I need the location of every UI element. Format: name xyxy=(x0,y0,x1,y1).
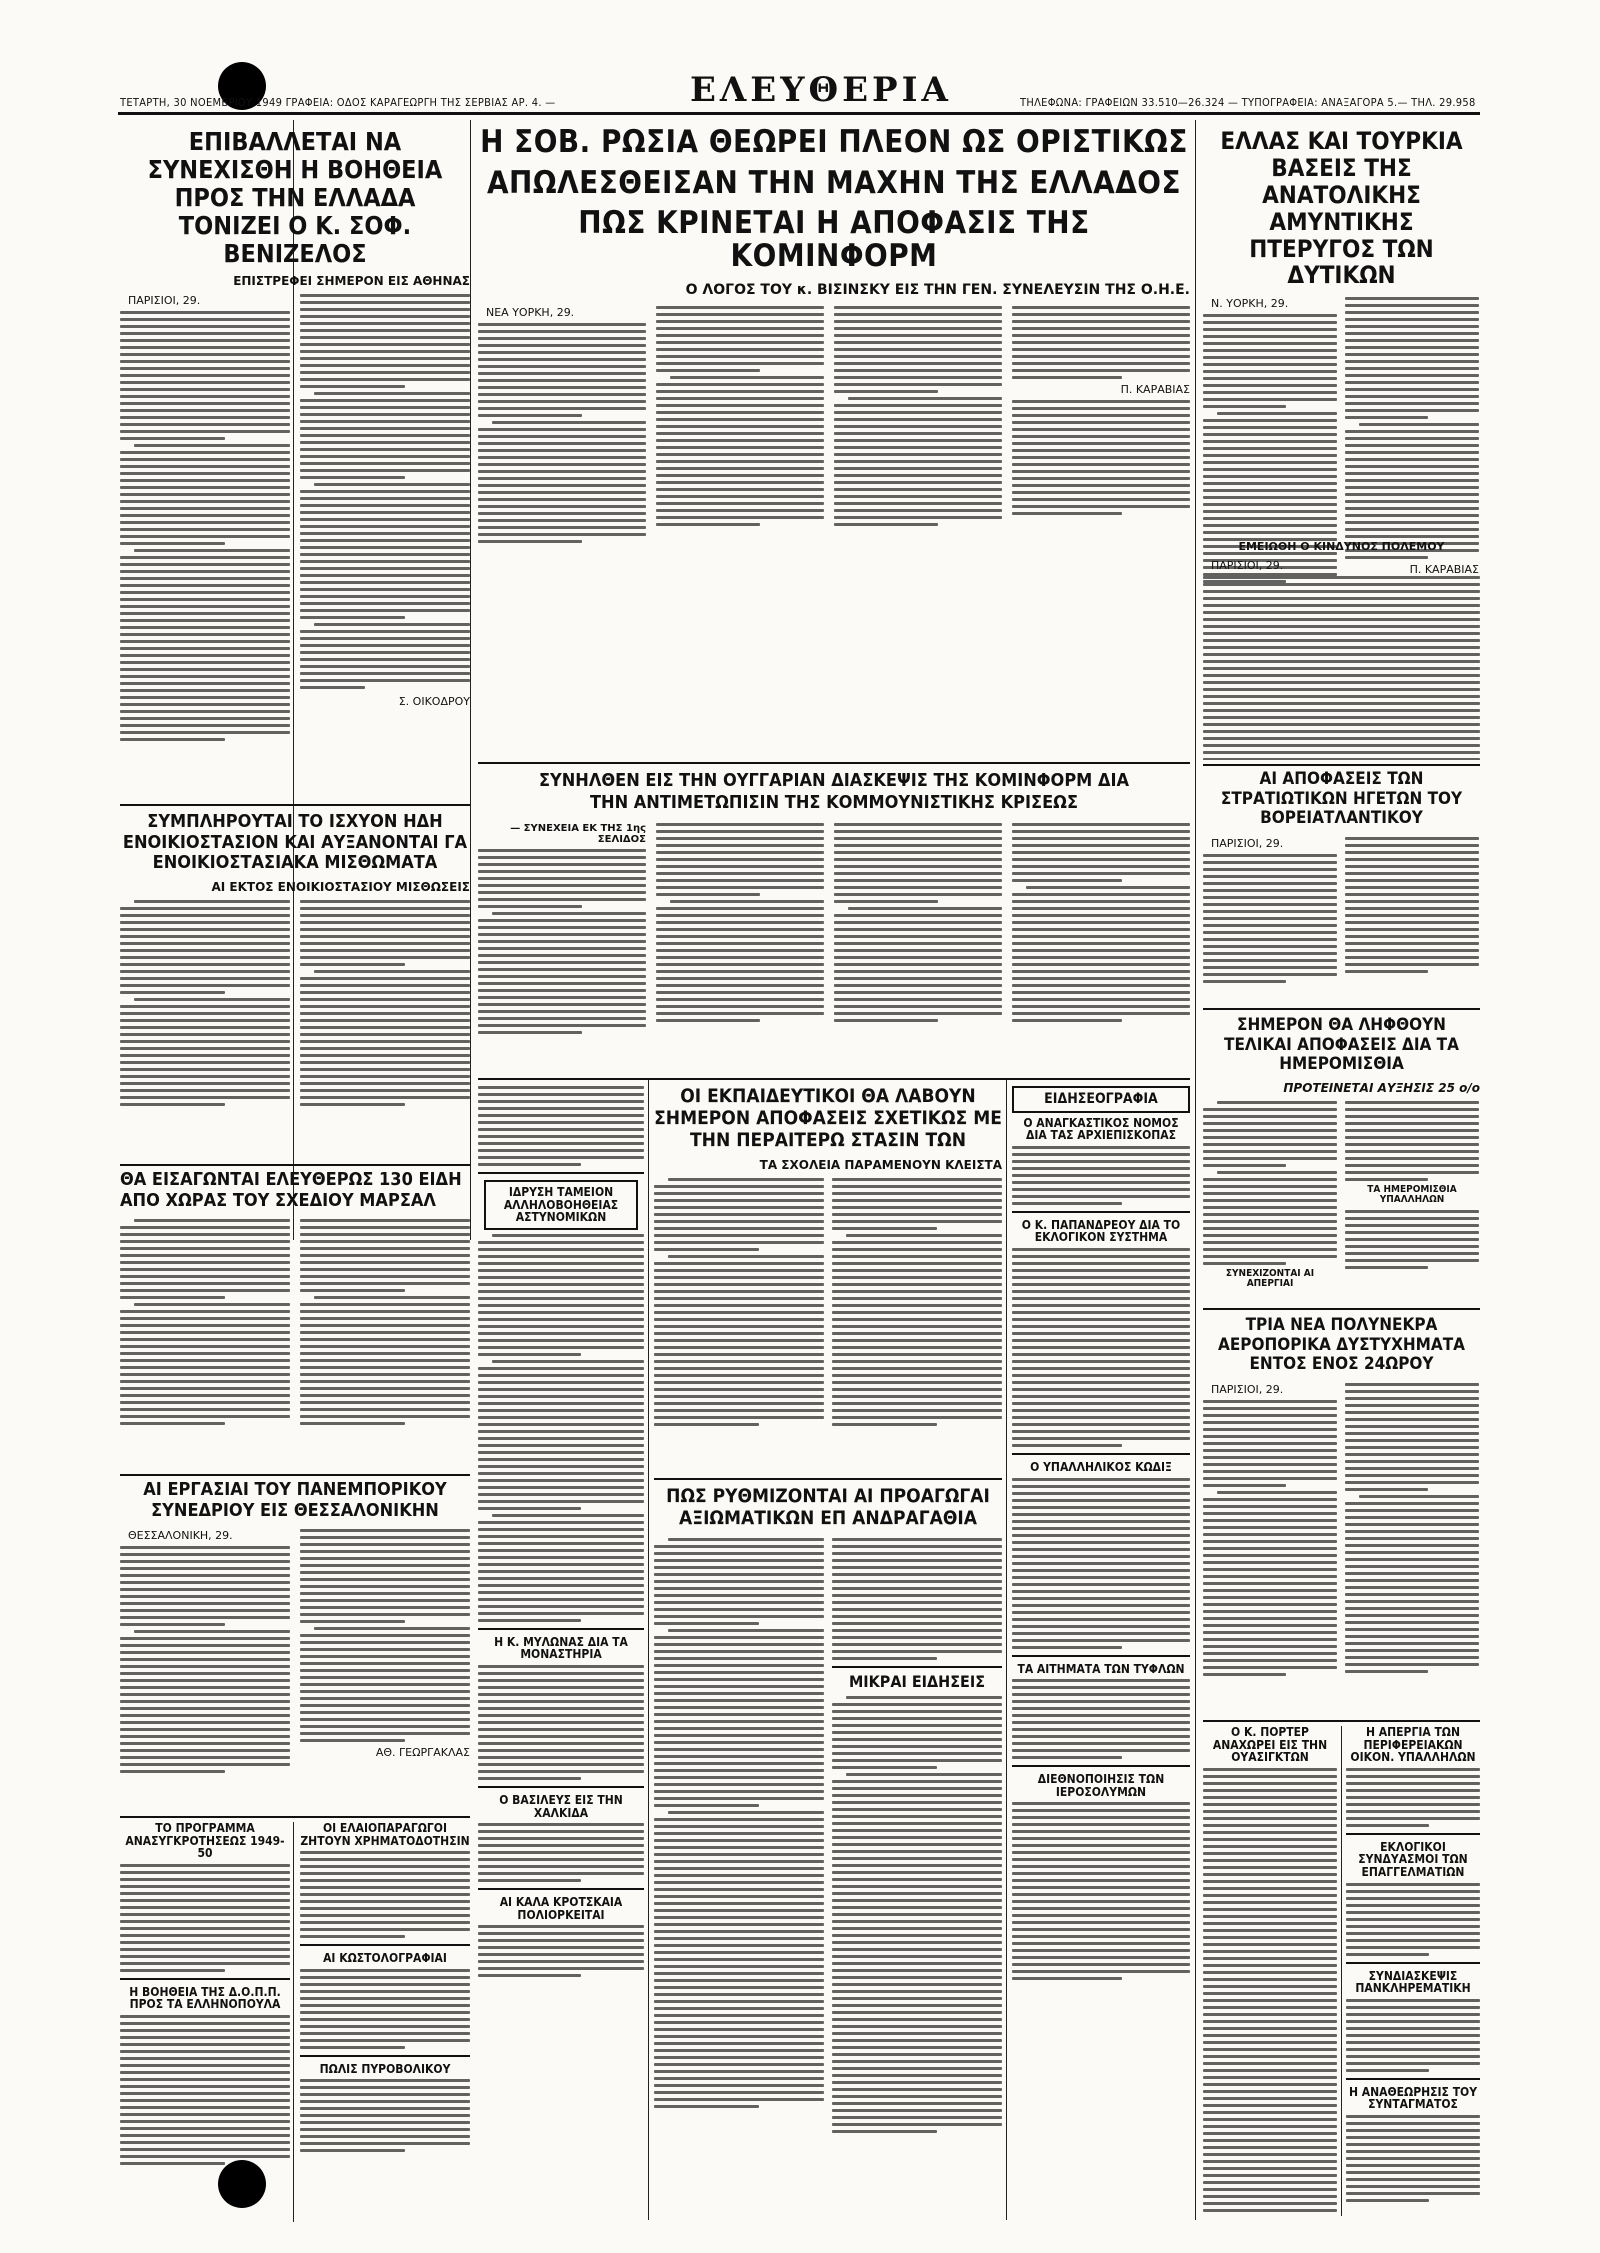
article-kicker: ΕΜΕΙΩΘΗ Ο ΚΙΝΔΥΝΟΣ ΠΟΛΕΜΟΥ xyxy=(1238,540,1445,553)
masthead-right-info: ΤΗΛΕΦΩΝΑ: ΓΡΑΦΕΙΩΝ 33.510—26.324 — ΤΥΠΟΓΡΑΦΕΙΑ: ΑΝΑΞΑΓΟΡΑ 5.— ΤΗΛ. 29.958 xyxy=(1020,96,1476,109)
small-headline: ΣΥΝΔΙΑΣΚΕΨΙΣ ΠΑΝΚΛΗΡΕΜΑΤΙΚΗ xyxy=(1355,1968,1471,1996)
news-column-title: ΕΙΔΗΣΕΟΓΡΑΦΙΑ xyxy=(1012,1086,1190,1113)
small-headline: ΤΟ ΠΡΟΓΡΑΜΜΑ ΑΝΑΣΥΓΚΡΟΤΗΣΕΩΣ 1949-50 xyxy=(125,1822,285,1861)
article-body xyxy=(300,1529,470,1759)
news-column xyxy=(1012,1086,1190,2216)
article-kicker: ΠΡΟΤΕΙΝΕΤΑΙ ΑΥΞΗΣΙΣ 25 ο/ο xyxy=(1283,1080,1480,1095)
headline-line-1: Η ΣΟΒ. ΡΩΣΙΑ ΘΕΩΡΕΙ ΠΛΕΟΝ ΩΣ ΟΡΙΣΤΙΚΩΣ xyxy=(480,126,1188,160)
dateline: ΠΑΡΙΣΙΟΙ, 29. xyxy=(1211,836,1284,850)
article-headline: ΕΛΛΑΣ ΚΑΙ ΤΟΥΡΚΙΑ ΒΑΣΕΙΣ ΤΗΣ ΑΝΑΤΟΛΙΚΗΣ ΑΜΥΝΤΙΚΗΣ ΠΤΕΡΥΓΟΣ ΤΩΝ ΔΥΤΙΚΩΝ xyxy=(1220,128,1463,290)
article-headline: ΤΡΙΑ ΝΕΑ ΠΟΛΥΝΕΚΡΑ ΑΕΡΟΠΟΡΙΚΑ ΔΥΣΤΥΧΗΜΑΤΑ ΕΝΤΟΣ ΕΝΟΣ 24ΩΡΟΥ xyxy=(1218,1316,1465,1375)
article-headline: ΣΥΝΗΛΘΕΝ ΕΙΣ ΤΗΝ ΟΥΓΓΑΡΙΑΝ ΔΙΑΣΚΕΨΙΣ ΤΗΣ ΚΟΜΙΝΦΟΡΜ ΔΙΑ ΤΗΝ ΑΝΤΙΜΕΤΩΠΙΣΙΝ ΤΗΣ ΚΟΜΜΟΥΝΙΣΤΙΚΗΣ ΚΡΙΣΕΩΣ xyxy=(538,770,1130,813)
small-items-left xyxy=(120,1822,290,2222)
article-body xyxy=(300,1219,470,1429)
small-headline: ΠΩΛΙΣ ΠΥΡΟΒΟΛΙΚΟΥ xyxy=(319,2061,451,2076)
column-rule xyxy=(1006,1080,1007,2220)
article-promotions xyxy=(654,1486,1002,2216)
column-rule xyxy=(470,120,471,1240)
article-headline: ΕΠΙΒΑΛΛΕΤΑΙ ΝΑ ΣΥΝΕΧΙΣΘΗ Η ΒΟΗΘΕΙΑ ΠΡΟΣ ΤΗΝ ΕΛΛΑΔΑ ΤΟΝΙΖΕΙ Ο Κ. ΣΟΦ. ΒΕΝΙΖΕΛΟΣ xyxy=(147,128,443,268)
dateline: ΠΑΡΙΣΙΟΙ, 29. xyxy=(1211,1382,1284,1396)
article-body xyxy=(834,823,1002,1038)
masthead-rule xyxy=(118,112,1480,115)
news-kicker: ΔΙΕΘΝΟΠΟΙΗΣΙΣ ΤΩΝ ΙΕΡΟΣΟΛΥΜΩΝ xyxy=(1037,1772,1165,1799)
headline-line-3: ΠΩΣ ΚΡΙΝΕΤΑΙ Η ΑΠΟΦΑΣΙΣ ΤΗΣ ΚΟΜΙΝΦΟΡΜ xyxy=(578,205,1090,274)
article-body xyxy=(1345,1101,1479,1294)
news-kicker: Ο ΥΠΑΛΛΗΛΙΚΟΣ ΚΩΔΙΞ xyxy=(1030,1460,1172,1475)
small-items-right xyxy=(1203,1726,1337,2216)
small-items-left-2 xyxy=(300,1822,470,2222)
column-rule xyxy=(293,1822,294,2222)
article-body xyxy=(654,1178,824,1430)
article-headline: ΘΑ ΕΙΣΑΓΩΝΤΑΙ ΕΛΕΥΘΕΡΩΣ 130 ΕΙΔΗ ΑΠΟ ΧΩΡΑΣ ΤΟΥ ΣΧΕΔΙΟΥ ΜΑΡΣΑΛ xyxy=(120,1170,462,1211)
small-headline: ΙΔΡΥΣΗ ΤΑΜΕΙΟΝ ΑΛΛΗΛΟΒΟΗΘΕΙΑΣ ΑΣΤΥΝΟΜΙΚΩΝ xyxy=(484,1180,638,1230)
article-body xyxy=(120,1546,290,1773)
small-headline: Η Κ. ΜΥΛΩΝΑΣ ΔΙΑ ΤΑ ΜΟΝΑΣΤΗΡΙΑ xyxy=(494,1634,628,1662)
section-rule xyxy=(120,804,470,806)
article-russia xyxy=(478,126,1190,758)
article-crash xyxy=(1203,1316,1480,1716)
article-subhead: Ο ΛΟΓΟΣ ΤΟΥ κ. ΒΙΣΙΝΣΚΥ ΕΙΣ ΤΗΝ ΓΕΝ. ΣΥΝΕΛΕΥΣΙΝ ΤΗΣ Ο.Η.Ε. xyxy=(685,282,1190,299)
column-small-center xyxy=(478,1086,644,2216)
small-headline: Ο ΒΑΣΙΛΕΥΣ ΕΙΣ ΤΗΝ ΧΑΛΚΙΔΑ xyxy=(499,1792,623,1820)
article-body xyxy=(1345,1383,1479,1680)
small-items-right-2 xyxy=(1346,1726,1480,2216)
article-marshall xyxy=(120,1170,470,1470)
signature: Π. ΚΑΡΑΒΙΑΣ xyxy=(1409,563,1479,577)
article-body xyxy=(1345,297,1479,576)
signature: ΑΘ. ΓΕΩΡΓΑΚΛΑΣ xyxy=(375,1746,470,1760)
article-body xyxy=(300,294,470,708)
small-headline: ΑΙ ΚΩΣΤΟΛΟΓΡΑΦΙΑΙ xyxy=(323,1951,447,1966)
article-nato xyxy=(1203,770,1480,1000)
dateline: Ν. ΥΟΡΚΗ, 29. xyxy=(1211,297,1289,311)
section-rule xyxy=(1203,1308,1480,1310)
article-body xyxy=(120,900,290,1110)
article-headline: ΣΥΜΠΛΗΡΟΥΤΑΙ ΤΟ ΙΣΧΥΟΝ ΗΔΗ ΕΝΟΙΚΙΟΣΤΑΣΙΟΝ ΚΑΙ ΑΥΞΑΝΟΝΤΑΙ ΓΑ ΕΝΟΙΚΙΟΣΤΑΣΙΑΚΑ ΜΙΣΘΩΜΑΤΑ xyxy=(122,812,468,874)
article-kicker: ΑΙ ΕΚΤΟΣ ΕΝΟΙΚΙΟΣΤΑΣΙΟΥ ΜΙΣΘΩΣΕΙΣ xyxy=(211,880,470,895)
signature: Σ. ΟΙΚΟΔΡΟΥ xyxy=(398,695,470,708)
article-body xyxy=(1345,837,1479,987)
small-headline: ΑΙ ΚΑΛΑ ΚΡΟΤΣΚΑΙΑ ΠΟΛΙΟΡΚΕΙΤΑΙ xyxy=(499,1895,623,1922)
article-body xyxy=(1012,306,1190,515)
article-body xyxy=(832,1178,1002,1430)
section-rule xyxy=(1203,1720,1480,1722)
article-body xyxy=(1012,823,1190,1038)
article-body xyxy=(834,306,1002,526)
article-salonika xyxy=(120,1480,470,1810)
article-headline: ΠΩΣ ΡΥΘΜΙΖΟΝΤΑΙ ΑΙ ΠΡΟΑΓΩΓΑΙ ΑΞΙΩΜΑΤΙΚΩΝ ΕΠ ΑΝΔΡΑΓΑΘΙΑ xyxy=(666,1486,990,1529)
section-rule xyxy=(1203,764,1480,766)
article-body xyxy=(120,311,290,741)
small-headline: Ο Κ. ΠΟΡΤΕΡ ΑΝΑΧΩΡΕΙ ΕΙΣ ΤΗΝ ΟΥΑΣΙΓΚΤΩΝ xyxy=(1212,1726,1328,1765)
section-rule xyxy=(120,1816,470,1818)
section-rule xyxy=(654,1478,1002,1480)
news-kicker: Ο ΑΝΑΓΚΑΣΤΙΚΟΣ ΝΟΜΟΣ ΔΙΑ ΤΑΣ ΑΡΧΙΕΠΙΣΚΟΠΑΣ xyxy=(1023,1115,1179,1143)
article-headline: ΑΙ ΕΡΓΑΣΙΑΙ ΤΟΥ ΠΑΝΕΜΠΟΡΙΚΟΥ ΣΥΝΕΔΡΙΟΥ ΕΙΣ ΘΕΣΣΑΛΟΝΙΚΗΝ xyxy=(143,1480,447,1521)
section-rule xyxy=(1203,1008,1480,1010)
article-headline: ΣΗΜΕΡΟΝ ΘΑ ΛΗΦΘΟΥΝ ΤΕΛΙΚΑΙ ΑΠΟΦΑΣΕΙΣ ΔΙΑ ΤΑ ΗΜΕΡΟΜΙΣΘΙΑ xyxy=(1224,1016,1459,1075)
article-body xyxy=(654,1538,824,2138)
small-headline: ΤΑ ΗΜΕΡΟΜΙΣΘΙΑ ΥΠΑΛΛΗΛΩΝ xyxy=(1367,1183,1457,1206)
column-rule xyxy=(1341,1726,1342,2216)
column-rule xyxy=(648,1080,649,2220)
article-venizelos xyxy=(120,128,470,800)
article-body xyxy=(1203,854,1337,983)
dateline: ΘΕΣΣΑΛΟΝΙΚΗ, 29. xyxy=(128,1529,233,1543)
article-body xyxy=(1203,576,1480,760)
masthead-left-info: ΤΕΤΑΡΤΗ, 30 ΝΟΕΜΒΡΙΟΥ 1949 ΓΡΑΦΕΙΑ: ΟΔΟΣ ΚΑΡΑΓΕΩΡΓΗ ΤΗΣ ΣΕΡΒΙΑΣ ΑΡ. 4. — xyxy=(120,96,556,109)
small-headline: ΣΥΝΕΧΙΖΟΝΤΑΙ ΑΙ ΑΠΕΡΓΙΑΙ xyxy=(1225,1267,1315,1290)
dateline: ΠΑΡΙΣΙΟΙ, 29. xyxy=(1211,559,1284,572)
continued-label: — ΣΥΝΕΧΕΙΑ ΕΚ ΤΗΣ 1ης ΣΕΛΙΔΟΣ xyxy=(510,823,646,846)
section-rule xyxy=(478,1078,1190,1080)
article-wages xyxy=(1203,1016,1480,1296)
news-kicker: ΤΑ ΑΙΤΗΜΑΤΑ ΤΩΝ ΤΥΦΛΩΝ xyxy=(1017,1661,1185,1676)
small-headline: Η ΑΝΑΘΕΩΡΗΣΙΣ ΤΟΥ ΣΥΝΤΑΓΜΑΤΟΣ xyxy=(1348,2084,1478,2112)
article-body xyxy=(832,1538,1002,2138)
article-headline: ΟΙ ΕΚΠΑΙΔΕΥΤΙΚΟΙ ΘΑ ΛΑΒΟΥΝ ΣΗΜΕΡΟΝ ΑΠΟΦΑΣΕΙΣ ΣΧΕΤΙΚΩΣ ΜΕ ΤΗΝ ΠΕΡΑΙΤΕΡΩ ΣΤΑΣΙΝ ΤΩΝ xyxy=(654,1086,1002,1151)
section-rule xyxy=(478,762,1190,764)
small-headline: Η ΑΠΕΡΓΙΑ ΤΩΝ ΠΕΡΙΦΕΡΕΙΑΚΩΝ ΟΙΚΟΝ. ΥΠΑΛΛΗΛΩΝ xyxy=(1350,1726,1476,1765)
short-news-headline: ΜΙΚΡΑΙ ΕΙΔΗΣΕΙΣ xyxy=(848,1671,986,1691)
section-rule xyxy=(120,1164,470,1166)
headline-line-2: ΑΠΩΛΕΣΘΕΙΣΑΝ ΤΗΝ ΜΑΧΗΝ ΤΗΣ ΕΛΛΑΔΟΣ xyxy=(486,164,1182,201)
small-headline: ΟΙ ΕΛΑΙΟΠΑΡΑΓΩΓΟΙ ΖΗΤΟΥΝ ΧΡΗΜΑΤΟΔΟΤΗΣΙΝ xyxy=(300,1822,470,1848)
article-body xyxy=(478,849,646,1034)
article-teachers xyxy=(654,1086,1002,1486)
article-war-danger xyxy=(1203,540,1480,760)
article-body xyxy=(656,306,824,526)
section-rule xyxy=(120,1474,470,1476)
article-body xyxy=(656,823,824,1038)
article-body xyxy=(120,1219,290,1429)
article-kicker: ΤΑ ΣΧΟΛΕΙΑ ΠΑΡΑΜΕΝΟΥΝ ΚΛΕΙΣΤΑ xyxy=(759,1157,1002,1172)
small-headline: Η ΒΟΗΘΕΙΑ ΤΗΣ Δ.Ο.Π.Π. ΠΡΟΣ ΤΑ ΕΛΛΗΝΟΠΟΥΛΑ xyxy=(129,1984,281,2012)
article-hungary xyxy=(478,770,1190,1070)
small-headline: ΕΚΛΟΓΙΚΟΙ ΣΥΝΔΥΑΣΜΟΙ ΤΩΝ ΕΠΑΓΓΕΛΜΑΤΙΩΝ xyxy=(1358,1839,1468,1879)
column-rule xyxy=(1195,120,1196,2220)
news-kicker: Ο Κ. ΠΑΠΑΝΔΡΕΟΥ ΔΙΑ ΤΟ ΕΚΛΟΓΙΚΟΝ ΣΥΣΤΗΜΑ xyxy=(1021,1217,1181,1245)
article-rent xyxy=(120,812,470,1132)
dateline: ΠΑΡΙΣΙΟΙ, 29. xyxy=(128,294,201,307)
article-headline: ΑΙ ΑΠΟΦΑΣΕΙΣ ΤΩΝ ΣΤΡΑΤΙΩΤΙΚΩΝ ΗΓΕΤΩΝ ΤΟΥ ΒΟΡΕΙΑΤΛΑΝΤΙΚΟΥ xyxy=(1220,770,1463,829)
article-body xyxy=(300,900,470,1110)
article-kicker: ΕΠΙΣΤΡΕΦΕΙ ΣΗΜΕΡΟΝ ΕΙΣ ΑΘΗΝΑΣ xyxy=(233,274,470,288)
article-body xyxy=(1203,1101,1337,1294)
article-body xyxy=(478,323,646,543)
signature: Π. ΚΑΡΑΒΙΑΣ xyxy=(1120,383,1190,397)
dateline: ΝΕΑ ΥΟΡΚΗ, 29. xyxy=(486,306,575,320)
masthead-title: ΕΛΕΥΘΕΡΙΑ xyxy=(690,70,952,110)
article-body xyxy=(1203,1400,1337,1676)
